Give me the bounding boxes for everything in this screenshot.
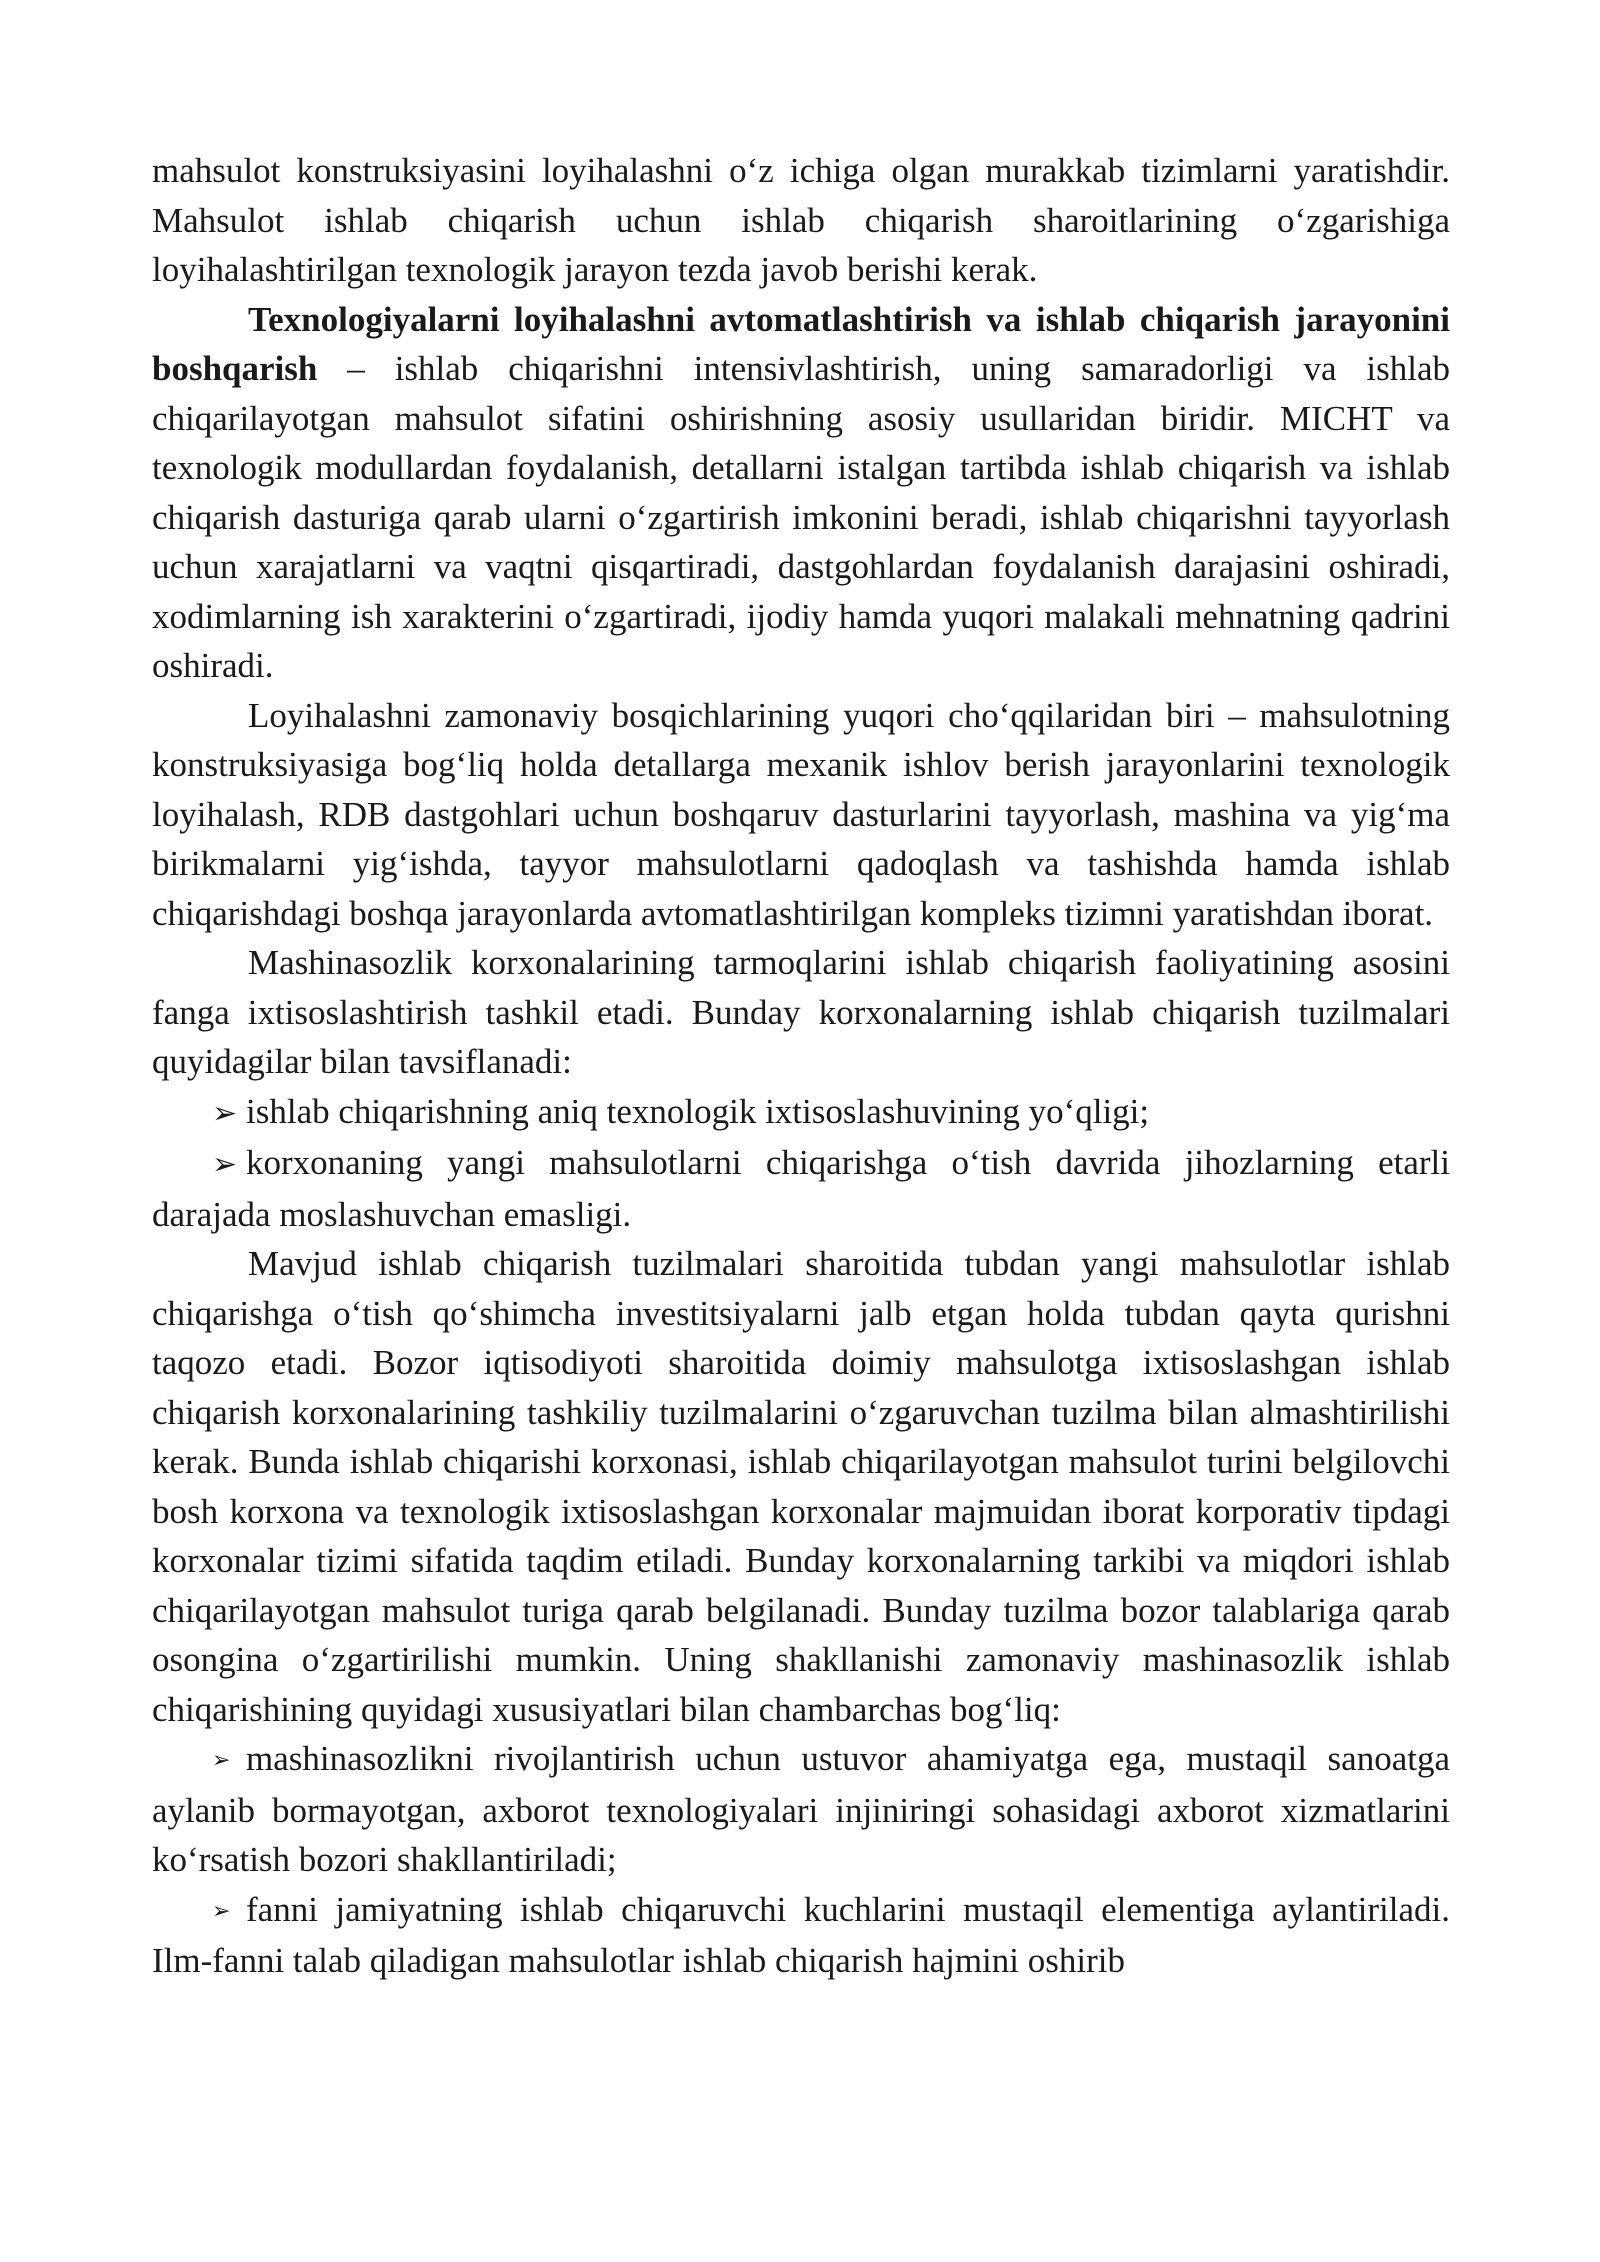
bullet-item-3 [152, 1734, 1450, 1885]
paragraph-text: mahsulot konstruksiyasini loyihalashni o‘z ichiga olgan murakkab tizimlarni yaratishdir. Mahsulot ishlab chiqarish uchun ishlab chiqarish sharoitlarining o‘zgarishiga loyihalashtirilgan texnologik jarayon tezda javob berishi kerak. [152, 151, 1450, 289]
paragraph-1 [152, 146, 1450, 295]
document-page [152, 146, 1450, 1986]
paragraph-bold-lead: Texnologiyalarni loyihalashni avtomatlashtirish va ishlab chiqarish jarayonini boshqarish [152, 299, 1450, 388]
bullet-item-1 [152, 1087, 1450, 1139]
bullet-text: ishlab chiqarishning aniq texnologik ixtisoslashuvining yo‘qligi; [246, 1091, 1150, 1131]
paragraph-5 [152, 1239, 1450, 1734]
arrow-bullet-icon: ➢ [212, 1898, 231, 1924]
arrow-bullet-icon: ➢ [212, 1748, 231, 1773]
paragraph-text: Loyihalashni zamonaviy bosqichlarining yuqori cho‘qqilaridan biri – mahsulotning konstruksiyasiga bog‘liq holda detallarga mexanik ishlov berish jarayonlarini texnologik loyihalash, RDB dastgohlari uchun boshqaruv dasturlarini tayyorlash, mashina va yig‘ma birikmalarni yig‘ishda, tayyor mahsulotlarni qadoqlash va tashishda hamda ishlab chiqarishdagi boshqa jarayonlarda avtomatlashtirilgan kompleks tizimni yaratishdan iborat. [152, 695, 1450, 933]
arrow-bullet-icon: ➢ [212, 1095, 238, 1131]
bullet-item-4 [152, 1885, 1450, 1986]
paragraph-2 [152, 295, 1450, 691]
paragraph-4 [152, 938, 1450, 1087]
arrow-bullet-icon: ➢ [212, 1147, 238, 1182]
paragraph-text: Mavjud ishlab chiqarish tuzilmalari sharoitida tubdan yangi mahsulotlar ishlab chiqarishga o‘tish qo‘shimcha investitsiyalarni jalb etgan holda tubdan qayta qurishni taqozo etadi. Bozor iqtisodiyoti sharoitida doimiy mahsulotga ixtisoslashgan ishlab chiqarish korxonalarining tashkiliy tuzilmalarini o‘zgaruvchan tuzilma bilan almashtirilishi kerak. Bunda ishlab chiqarishi korxonasi, ishlab chiqarilayotgan mahsulot turini belgilovchi bosh korxona va texnologik ixtisoslashgan korxonalar majmuidan iborat korporativ tipdagi korxonalar tizimi sifatida taqdim etiladi. Bunday korxonalarning tarkibi va miqdori ishlab chiqarilayotgan mahsulot turiga qarab belgilanadi. Bunday tuzilma bozor talablariga qarab osongina o‘zgartirilishi mumkin. Uning shakllanishi zamonaviy mashinasozlik ishlab chiqarishining quyidagi xususiyatlari bilan chambarchas bog‘liq: [152, 1244, 1450, 1729]
bullet-text: mashinasozlikni rivojlantirish uchun ustuvor ahamiyatga ega, mustaqil sanoatga aylanib bormayotgan, axborot texnologiyalari injiniringi sohasidagi axborot xizmatlarini ko‘rsatish bozori shakllantiriladi; [152, 1739, 1450, 1879]
bullet-text: fanni jamiyatning ishlab chiqaruvchi kuchlarini mustaqil elementiga aylantiriladi. Ilm-fanni talab qiladigan mahsulotlar ishlab chiqarish hajmini oshirib [152, 1889, 1450, 1980]
paragraph-text: – ishlab chiqarishni intensivlashtirish, uning samaradorligi va ishlab chiqarilayotgan mahsulot sifatini oshirishning asosiy usullaridan biridir. MICHT va texnologik modullardan foydalanish, detallarni istalgan tartibda ishlab chiqarish va ishlab chiqarish dasturiga qarab ularni o‘zgartirish imkonini beradi, ishlab chiqarishni tayyorlash uchun xarajatlarni va vaqtni qisqartiradi, dastgohlardan foydalanish darajasini oshiradi, xodimlarning ish xarakterini o‘zgartiradi, ijodiy hamda yuqori malakali mehnatning qadrini oshiradi. [152, 349, 1450, 685]
bullet-text: korxonaning yangi mahsulotlarni chiqarishga o‘tish davrida jihozlarning etarli darajada moslashuvchan emasligi. [152, 1143, 1450, 1234]
bullet-item-2 [152, 1138, 1450, 1239]
paragraph-text: Mashinasozlik korxonalarining tarmoqlarini ishlab chiqarish faoliyatining asosini fanga ixtisoslashtirish tashkil etadi. Bunday korxonalarning ishlab chiqarish tuzilmalari quyidagilar bilan tavsiflanadi: [152, 943, 1450, 1081]
paragraph-3 [152, 691, 1450, 939]
